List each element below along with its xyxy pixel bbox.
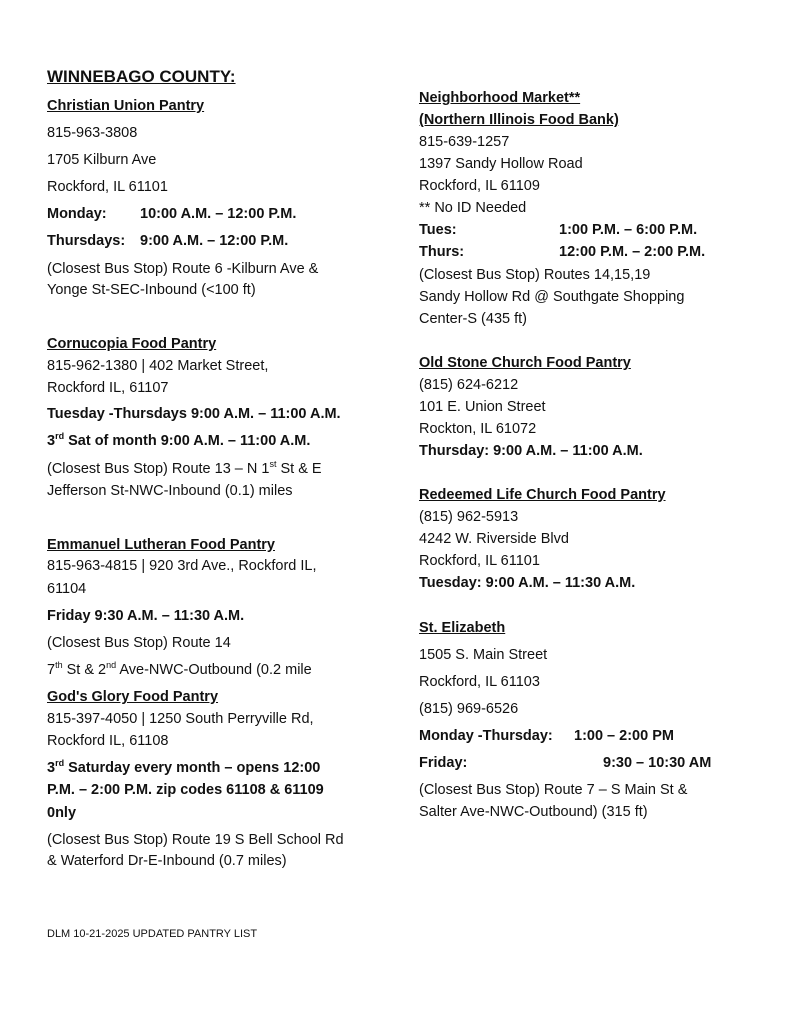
bus-stop-info: (Closest Bus Stop) Routes 14,15,19 bbox=[419, 267, 651, 283]
pantry-hours bbox=[419, 221, 697, 239]
hours-time: 9:30 – 10:30 AM bbox=[603, 755, 712, 771]
pantry-hours bbox=[419, 243, 705, 261]
bus-stop-info: Sandy Hollow Rd @ Southgate Shopping bbox=[419, 289, 685, 305]
pantry-hours bbox=[47, 232, 288, 250]
pantry-hours: Tuesday: 9:00 A.M. – 11:30 A.M. bbox=[419, 575, 636, 591]
hours-time: 12:00 P.M. – 2:00 P.M. bbox=[559, 244, 706, 260]
pantry-phone: 815-963-3808 bbox=[47, 125, 138, 141]
hours-day: Monday -Thursday: bbox=[419, 728, 553, 744]
bus-stop-info: Jefferson St-NWC-Inbound (0.1) miles bbox=[47, 483, 293, 499]
pantry-name: St. Elizabeth bbox=[419, 620, 506, 636]
pantry-hours bbox=[419, 727, 674, 745]
pantry-city: Rockton, IL 61072 bbox=[419, 421, 537, 437]
pantry-hours: Friday 9:30 A.M. – 11:30 A.M. bbox=[47, 608, 245, 624]
bus-stop-info: Center-S (435 ft) bbox=[419, 311, 527, 327]
pantry-name: Redeemed Life Church Food Pantry bbox=[419, 487, 666, 503]
pantry-address: 1397 Sandy Hollow Road bbox=[419, 156, 583, 172]
pantry-city: Rockford, IL 61109 bbox=[419, 178, 540, 194]
bus-stop-info: (Closest Bus Stop) Route 19 S Bell School Rd bbox=[47, 832, 344, 848]
pantry-name: Neighborhood Market** bbox=[419, 90, 581, 106]
pantry-phone: (815) 969-6526 bbox=[419, 701, 519, 717]
pantry-name: Christian Union Pantry bbox=[47, 98, 205, 114]
pantry-hours: 0nly bbox=[47, 805, 77, 821]
hours-time: 10:00 A.M. – 12:00 P.M. bbox=[140, 206, 297, 222]
county-heading: WINNEBAGO COUNTY: bbox=[47, 67, 236, 86]
bus-stop-info: (Closest Bus Stop) Route 14 bbox=[47, 635, 231, 651]
pantry-address: 1705 Kilburn Ave bbox=[47, 152, 157, 168]
pantry-phone: 815-639-1257 bbox=[419, 134, 510, 150]
pantry-address: 1505 S. Main Street bbox=[419, 647, 548, 663]
pantry-city: 61104 bbox=[47, 581, 87, 597]
bus-stop-info: (Closest Bus Stop) Route 6 -Kilburn Ave & bbox=[47, 261, 319, 277]
hours-day: Monday: bbox=[47, 206, 107, 222]
hours-time: 1:00 P.M. – 6:00 P.M. bbox=[559, 222, 698, 238]
pantry-note: ** No ID Needed bbox=[419, 200, 527, 216]
hours-day: Tues: bbox=[419, 222, 457, 238]
bus-stop-info: Salter Ave-NWC-Outbound) (315 ft) bbox=[419, 804, 648, 820]
pantry-hours: Tuesday -Thursdays 9:00 A.M. – 11:00 A.M. bbox=[47, 406, 341, 422]
pantry-city: Rockford, IL 61103 bbox=[419, 674, 540, 690]
bus-stop-info: & Waterford Dr-E-Inbound (0.7 miles) bbox=[47, 853, 287, 869]
pantry-name: Emmanuel Lutheran Food Pantry bbox=[47, 537, 275, 553]
pantry-city: Rockford IL, 61108 bbox=[47, 733, 169, 749]
bus-stop-info: 7th St & 2nd Ave-NWC-Outbound (0.2 mile bbox=[47, 660, 312, 678]
bus-stop-info: (Closest Bus Stop) Route 13 – N 1st St & E bbox=[47, 459, 322, 477]
hours-day: Thursdays: bbox=[47, 233, 126, 249]
pantry-hours bbox=[419, 754, 711, 772]
hours-time: 9:00 A.M. – 12:00 P.M. bbox=[140, 233, 289, 249]
pantry-hours: Thursday: 9:00 A.M. – 11:00 A.M. bbox=[419, 443, 643, 459]
bus-stop-info: Yonge St-SEC-Inbound (<100 ft) bbox=[47, 282, 256, 298]
pantry-hours bbox=[47, 205, 296, 223]
hours-day: Friday: bbox=[419, 755, 468, 771]
footer-note: DLM 10-21-2025 UPDATED PANTRY LIST bbox=[47, 928, 258, 940]
pantry-address: 101 E. Union Street bbox=[419, 399, 546, 415]
pantry-phone: (815) 624-6212 bbox=[419, 377, 519, 393]
pantry-city: Rockford IL, 61107 bbox=[47, 380, 169, 396]
pantry-hours: 3rd Saturday every month – opens 12:00 bbox=[47, 758, 321, 776]
pantry-name: God's Glory Food Pantry bbox=[47, 689, 219, 705]
pantry-city: Rockford, IL 61101 bbox=[47, 179, 168, 195]
pantry-city: Rockford, IL 61101 bbox=[419, 553, 540, 569]
hours-time: 1:00 – 2:00 PM bbox=[574, 728, 674, 744]
pantry-name: Cornucopia Food Pantry bbox=[47, 336, 217, 352]
pantry-contact: 815-963-4815 | 920 3rd Ave., Rockford IL, bbox=[47, 558, 317, 574]
pantry-hours: P.M. – 2:00 P.M. zip codes 61108 & 61109 bbox=[47, 782, 324, 798]
bus-stop-info: (Closest Bus Stop) Route 7 – S Main St & bbox=[419, 782, 688, 798]
pantry-hours: 3rd Sat of month 9:00 A.M. – 11:00 A.M. bbox=[47, 431, 311, 449]
hours-day: Thurs: bbox=[419, 244, 465, 260]
pantry-contact: 815-397-4050 | 1250 South Perryville Rd, bbox=[47, 711, 314, 727]
pantry-address: 4242 W. Riverside Blvd bbox=[419, 531, 569, 547]
pantry-name: (Northern Illinois Food Bank) bbox=[419, 112, 619, 128]
pantry-name: Old Stone Church Food Pantry bbox=[419, 355, 631, 371]
pantry-phone: (815) 962-5913 bbox=[419, 509, 519, 525]
pantry-contact: 815-962-1380 | 402 Market Street, bbox=[47, 358, 269, 374]
